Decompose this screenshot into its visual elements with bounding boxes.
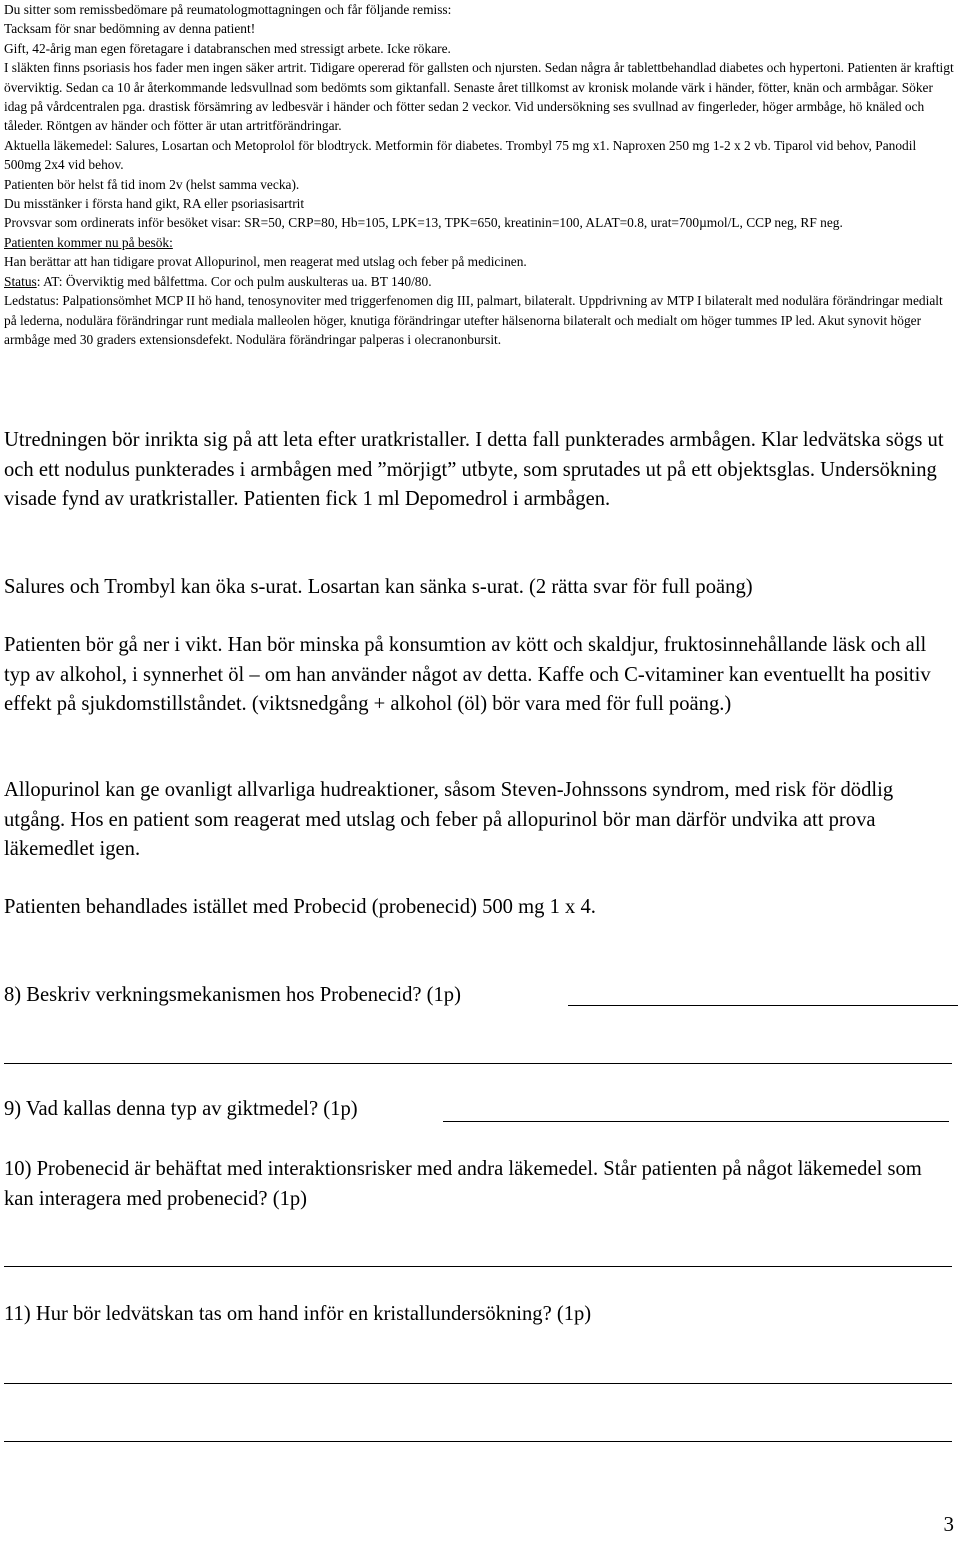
visit-heading: Patienten kommer nu på besök:	[4, 234, 173, 250]
answer-2	[4, 573, 956, 603]
answer-5	[4, 893, 956, 923]
answer-4	[4, 776, 956, 865]
visit-text: Han berättar att han tidigare provat Allopurinol, men reagerat med utslag och feber på medicinen.	[4, 254, 527, 270]
status-label: Status	[4, 273, 37, 289]
question-8	[4, 981, 574, 1011]
answer-line-q11[interactable]	[4, 1441, 952, 1442]
case-line: Aktuella läkemedel: Salures, Losartan och Metoprolol för blodtryck. Metformin för diabetes. Trombyl 75 mg x1. Naproxen 250 mg 1-2 x 2 vb. Tiparol vid behov, Panodil 500mg 2x4 vid behov.	[4, 137, 917, 173]
ledstatus: Ledstatus: Palpationsömhet MCP II hö hand, tenosynoviter med triggerfenomen dig III, palmart, bilateralt. Uppdrivning av MTP I bilateralt med nodulära förändringar medialt på lederna, nodulära förändringar runt mediala malleolen höger, knutiga förändringar utefter hälsenorna bilateralt och medialt om höger tummes IP led. Akut synovit höger armbåge med 30 graders extensionsdefekt. Nodulära förändringar palperas i olecranonbursit.	[4, 293, 943, 347]
page-number: 3	[943, 1512, 954, 1536]
answer-text: Utredningen bör inrikta sig på att leta efter uratkristaller. I detta fall punkterades armbågen. Klar ledvätska sögs ut och ett nodulus punkterades i armbågen med ”mörjigt” utbyte, som sprutades ut på ett objektsglas. Undersökning visade fynd av uratkristaller. Patienten fick 1 ml Depomedrol i armbågen.	[4, 429, 944, 510]
answer-text: Patienten bör gå ner i vikt. Han bör minska på konsumtion av kött och skaldjur, fruktosinnehållande läsk och all typ av alkohol, i synnerhet öl – om han använder något av detta. Kaffe och C-vitaminer kan eventuellt ha positiv effekt på sjukdomstillståndet. (viktsnedgång + alkohol (öl) bör vara med för full poäng.)	[4, 634, 931, 715]
referral-text	[4, 0, 954, 349]
answer-line-q11[interactable]	[4, 1383, 952, 1384]
question-11	[4, 1300, 956, 1330]
status-line	[4, 272, 954, 291]
question-10	[4, 1155, 956, 1214]
answer-text: Patienten behandlades istället med Probecid (probenecid) 500 mg 1 x 4.	[4, 896, 596, 918]
case-line: Du misstänker i första hand gikt, RA eller psoriasisartrit	[4, 196, 305, 212]
answer-text: Salures och Trombyl kan öka s-urat. Losartan kan sänka s-urat. (2 rätta svar för full poäng)	[4, 576, 753, 598]
answer-line-q8[interactable]	[4, 1063, 952, 1064]
question-text: 9) Vad kallas denna typ av giktmedel? (1p)	[4, 1098, 358, 1120]
status-text: : AT: Överviktig med bålfettma. Cor och pulm auskulteras ua. BT 140/80.	[36, 273, 432, 289]
question-text: 11) Hur bör ledvätskan tas om hand inför en kristallundersökning? (1p)	[4, 1303, 592, 1325]
answer-line-q10[interactable]	[4, 1266, 952, 1267]
case-line: Tacksam för snar bedömning av denna patient!	[4, 21, 256, 37]
case-line: Du sitter som remissbedömare på reumatologmottagningen och får följande remiss:	[4, 2, 452, 17]
question-9	[4, 1095, 449, 1125]
case-line: Gift, 42-årig man egen företagare i databranschen med stressigt arbete. Icke rökare.	[4, 40, 451, 56]
case-line: Patienten bör helst få tid inom 2v (helst samma vecka).	[4, 176, 300, 192]
answer-line-q9[interactable]	[443, 1121, 949, 1122]
answer-3	[4, 631, 956, 720]
question-text: 8) Beskriv verkningsmekanismen hos Probenecid? (1p)	[4, 984, 461, 1006]
case-line: Provsvar som ordinerats inför besöket visar: SR=50, CRP=80, Hb=105, LPK=13, TPK=650, kreatinin=100, ALAT=0.8, urat=700µmol/L, CCP neg, RF neg.	[4, 215, 843, 231]
question-text: 10) Probenecid är behäftat med interaktionsrisker med andra läkemedel. Står patienten på något läkemedel som kan interagera med probenecid? (1p)	[4, 1158, 922, 1210]
answer-line-q8[interactable]	[568, 1005, 958, 1006]
answer-1	[4, 426, 956, 515]
case-line: I släkten finns psoriasis hos fader men ingen säker artrit. Tidigare opererad för gallsten och njursten. Sedan några år tablettbehandlad diabetes och hypertoni. Patienten är kraftigt överviktig. Sedan ca 10 år återkommande ledsvullnad som bedömts som giktanfall. Senaste året tillkomst av kronisk molande värk i händer, fötter, knän och armbågar. Söker idag på vårdcentralen pga. drastisk försämring av ledbesvär i händer och fötter sedan 2 veckor. Vid undersökning ses svullnad av fingerleder, höger armbåge, hö knäled och tåleder. Röntgen av händer och fötter är utan artritförändringar.	[4, 60, 954, 134]
answer-text: Allopurinol kan ge ovanligt allvarliga hudreaktioner, såsom Steven-Johnssons syndrom, med risk för dödlig utgång. Hos en patient som reagerat med utslag och feber på allopurinol bör man därför undvika att prova läkemedlet igen.	[4, 779, 894, 860]
